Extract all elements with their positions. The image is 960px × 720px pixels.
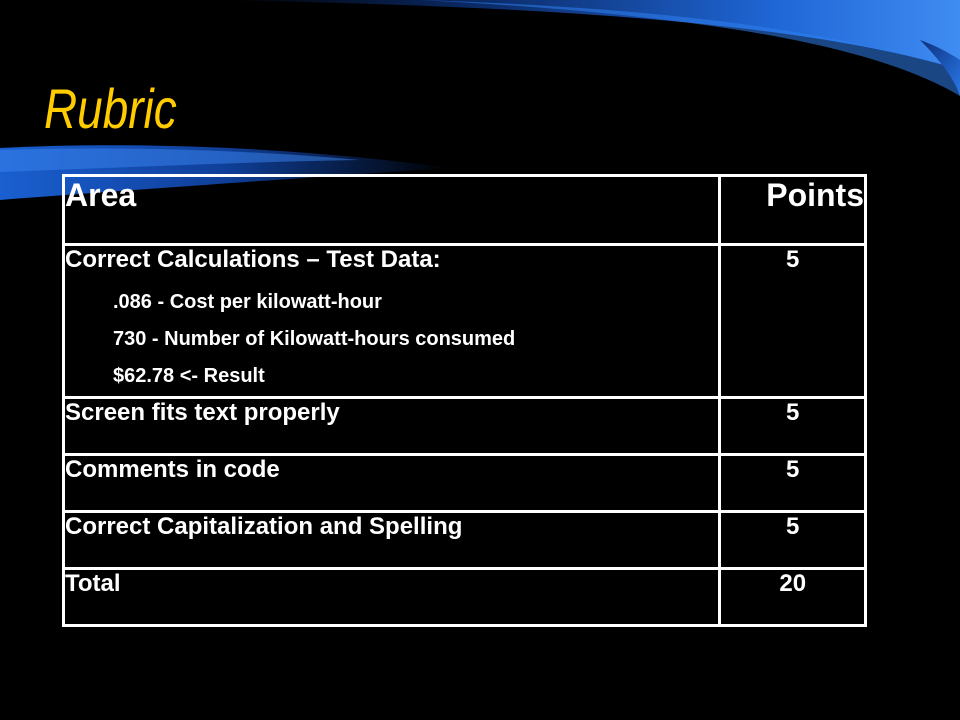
test-data-list [65, 284, 718, 395]
points-cell: 5 [720, 398, 866, 455]
table-row [64, 245, 866, 398]
table-row [64, 569, 866, 626]
area-cell: Screen fits text properly [64, 398, 720, 455]
header-area: Area [64, 176, 720, 245]
table-row [64, 398, 866, 455]
list-item: .086 - Cost per kilowatt-hour [113, 291, 382, 313]
slide-title: Rubric [44, 77, 177, 140]
area-cell: Correct Capitalization and Spelling [64, 512, 720, 569]
header-points: Points [720, 176, 866, 245]
points-cell: 5 [720, 512, 866, 569]
table-row [64, 512, 866, 569]
table-header-row [64, 176, 866, 245]
area-cell: Total [64, 569, 720, 626]
points-cell: 20 [720, 569, 866, 626]
points-cell: 5 [720, 455, 866, 512]
area-cell [64, 245, 720, 398]
table-row [64, 455, 866, 512]
area-cell: Comments in code [64, 455, 720, 512]
list-item: 730 - Number of Kilowatt-hours consumed [113, 328, 516, 350]
rubric-table [62, 174, 867, 627]
list-item: $62.78 <- Result [113, 365, 265, 387]
area-label: Correct Calculations – Test Data: [65, 246, 441, 273]
points-cell: 5 [720, 245, 866, 398]
